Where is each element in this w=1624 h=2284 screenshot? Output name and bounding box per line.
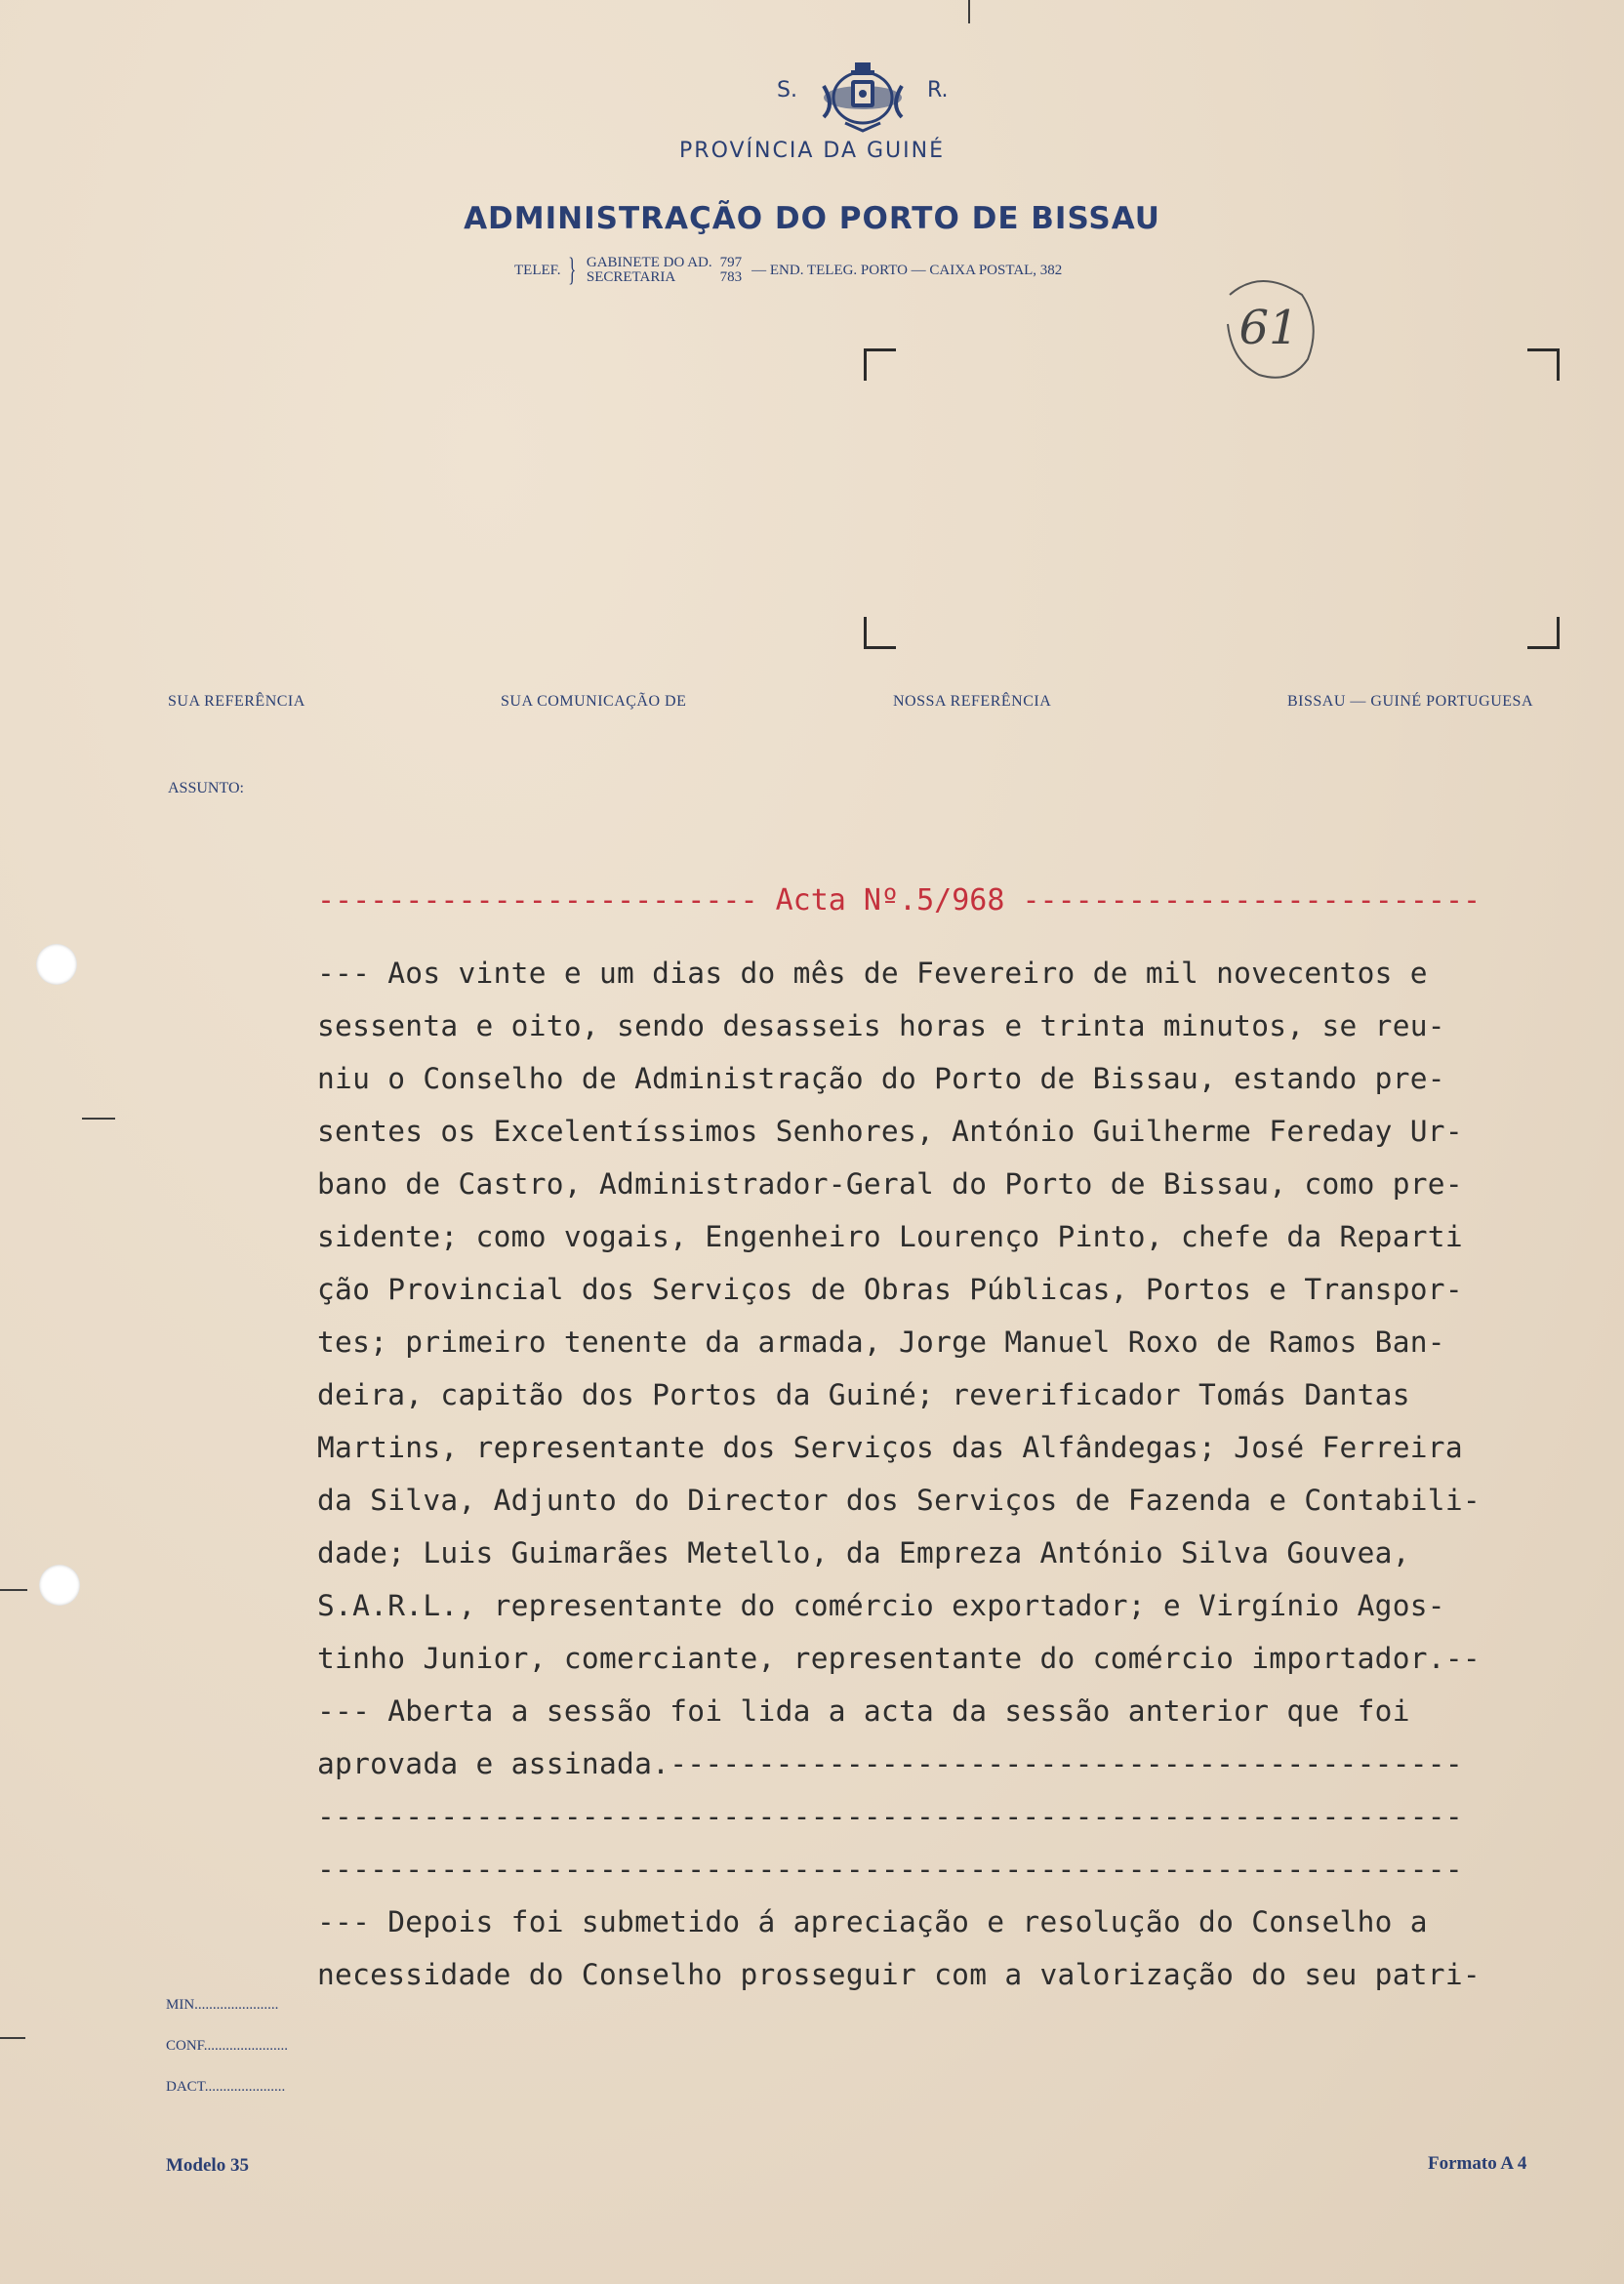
minutes-line: sentes os Excelentíssimos Senhores, António Guilherme Fereday Ur- xyxy=(317,1115,1463,1148)
minutes-line: tes; primeiro tenente da armada, Jorge Manuel Roxo de Ramos Ban- xyxy=(317,1326,1445,1359)
address-text: — END. TELEG. PORTO — CAIXA POSTAL, 382 xyxy=(751,262,1063,278)
minutes-line: deira, capitão dos Portos da Guiné; reverificador Tomás Dantas xyxy=(317,1378,1410,1411)
minutes-line: da Silva, Adjunto do Director dos Serviços de Fazenda e Contabili- xyxy=(317,1484,1481,1517)
edge-mark xyxy=(82,1118,115,1120)
telef-label: TELEF. xyxy=(514,262,561,278)
window-corner-bottom-left xyxy=(864,617,896,649)
dact-field: DACT...................... xyxy=(166,2079,286,2095)
minutes-line: Martins, representante dos Serviços das Alfândegas; José Ferreira xyxy=(317,1431,1463,1464)
minutes-line: --- Aberta a sessão foi lida a acta da sessão anterior que foi xyxy=(317,1694,1410,1728)
window-corner-bottom-right xyxy=(1527,617,1560,649)
minutes-line: sessenta e oito, sendo desasseis horas e trinta minutos, se reu- xyxy=(317,1009,1445,1042)
gabinete-number: 797 xyxy=(719,255,743,270)
minutes-line: --- Aos vinte e um dias do mês de Fevereiro de mil novecentos e xyxy=(317,957,1428,990)
window-corner-top-left xyxy=(864,348,896,381)
secretaria-label: SECRETARIA xyxy=(586,269,676,285)
coat-of-arms-icon xyxy=(816,57,910,135)
edge-mark xyxy=(0,2037,25,2039)
minutes-line: dade; Luis Guimarães Metello, da Empreza António Silva Gouvea, xyxy=(317,1536,1410,1570)
punch-hole-upper xyxy=(36,944,77,985)
sua-referencia-label: SUA REFERÊNCIA xyxy=(168,693,305,710)
formato-label: Formato A 4 xyxy=(1428,2153,1527,2174)
minutes-line: S.A.R.L., representante do comércio exportador; e Virgínio Agos- xyxy=(317,1589,1445,1622)
window-corner-top-right xyxy=(1527,348,1560,381)
brace-icon: } xyxy=(567,252,576,288)
modelo-label: Modelo 35 xyxy=(166,2155,249,2176)
punch-hole-lower xyxy=(39,1565,80,1606)
nossa-referencia-label: NOSSA REFERÊNCIA xyxy=(893,693,1052,710)
conf-field: CONF....................... xyxy=(166,2038,289,2054)
minutes-line: niu o Conselho de Administração do Porto de Bissau, estando pre- xyxy=(317,1062,1445,1095)
handwritten-number-text: 61 xyxy=(1238,301,1299,355)
min-field: MIN....................... xyxy=(166,1997,279,2013)
initial-s: S. xyxy=(777,78,797,102)
initial-r: R. xyxy=(927,78,949,102)
minutes-line: necessidade do Conselho prosseguir com a valorização do seu patri- xyxy=(317,1958,1481,1991)
acta-title: ------------------------- Acta Nº.5/968 -------------------------- xyxy=(317,883,1482,918)
secretaria-number: 783 xyxy=(719,269,743,285)
edge-mark xyxy=(968,0,970,23)
gabinete-label: GABINETE DO AD. xyxy=(586,255,712,270)
minutes-line: --- Depois foi submetido á apreciação e resolução do Conselho a xyxy=(317,1905,1428,1938)
minutes-line: bano de Castro, Administrador-Geral do Porto de Bissau, como pre- xyxy=(317,1167,1463,1201)
minutes-line: aprovada e assinada.--------------------------------------------- xyxy=(317,1747,1463,1780)
edge-mark xyxy=(0,1589,27,1591)
telephone-line xyxy=(514,252,1063,288)
sua-comunicacao-label: SUA COMUNICAÇÃO DE xyxy=(501,693,687,710)
location-label: BISSAU — GUINÉ PORTUGUESA xyxy=(1287,693,1533,710)
minutes-line: sidente; como vogais, Engenheiro Lourenço Pinto, chefe da Reparti xyxy=(317,1220,1463,1253)
assunto-label: ASSUNTO: xyxy=(168,780,244,796)
minutes-body xyxy=(317,947,1615,2001)
minutes-line: tinho Junior, comerciante, representante do comércio importador.-- xyxy=(317,1642,1481,1675)
province-heading: PROVÍNCIA DA GUINÉ xyxy=(679,139,945,163)
handwritten-folio-number xyxy=(1212,265,1329,392)
administration-heading: ADMINISTRAÇÃO DO PORTO DE BISSAU xyxy=(464,201,1160,236)
minutes-line: ----------------------------------------------------------------- xyxy=(317,1853,1463,1886)
minutes-line: ----------------------------------------------------------------- xyxy=(317,1800,1463,1833)
minutes-line: ção Provincial dos Serviços de Obras Públicas, Portos e Transpor- xyxy=(317,1273,1463,1306)
